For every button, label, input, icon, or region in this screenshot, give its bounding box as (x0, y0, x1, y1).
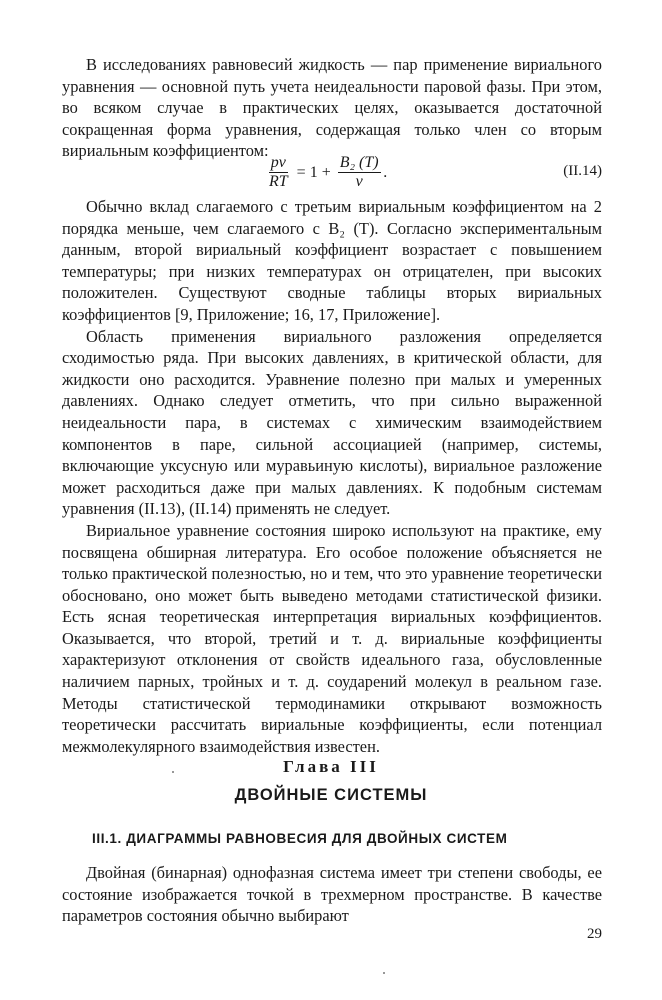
page-number: 29 (587, 926, 602, 942)
equation-body (264, 154, 388, 191)
formula-block (62, 150, 602, 196)
paragraph-virial-practice: Вириальное уравнение состояния широко используют на практике, ему посвящена обширная литература. Его особое положение объясняется не только практической полезностью, но и тем, что это уравнение теоретически обосновано, оно может быть выведено методами статистической физики. Есть ясная теоретическая интерпретация вириальных коэффициентов. Оказывается, что второй, третий и т. д. вириальные коэффициенты характеризуют отклонения от свойств идеального газа, обусловленные наличием парных, тройных и т. д. соударений молекул в реальном газе. Методы статистической термодинамики открывают возможность теоретически рассчитать вириальные коэффициенты, если потенциал межмолекулярного взаимодействия известен. (62, 520, 602, 756)
fraction-rhs (338, 154, 381, 191)
intro-text-block (62, 54, 602, 162)
lhs-numerator: pv (270, 154, 286, 171)
equals-one-plus: = 1 + (296, 163, 331, 181)
section-text-block (62, 862, 602, 927)
paragraph-third-coefficient: Обычно вклад слагаемого с третьим вириальным коэффициентом на 2 порядка меньше, чем слагаемого с B₂ (T). Согласно экспериментальным данным, второй вириальный коэффициент возрастает с повышением температуры; при низких температурах он отрицателен, при высоких положителен. Существуют сводные таблицы вторых вириальных коэффициентов [9, Приложение; 16, 17, Приложение]. (62, 197, 602, 324)
equation-number: (II.14) (563, 163, 602, 179)
paragraph-binary-system: Двойная (бинарная) однофазная система имеет три степени свободы, ее состояние изображается точкой в трехмерном пространстве. В качестве параметров состояния обычно выбирают (62, 863, 602, 926)
section-heading: III.1. ДИАГРАММЫ РАВНОВЕСИЯ ДЛЯ ДВОЙНЫХ СИСТЕМ (92, 831, 508, 846)
speck (383, 972, 385, 974)
paragraph-virial-intro: В исследованиях равновесий жидкость — пар применение вириального уравнения — основной путь учета неидеальности паровой фазы. При этом, во всяком случае в практических целях, оказывается достаточной сокращенная форма уравнения, содержащая только член со вторым вириальным коэффициентом: (62, 55, 602, 161)
equation-period: . (383, 163, 388, 181)
chapter-label: Глава III (283, 757, 379, 776)
equation-ii-14 (62, 150, 602, 196)
fraction-lhs (267, 154, 290, 191)
main-text-block (62, 196, 602, 757)
chapter-title: ДВОЙНЫЕ СИСТЕМЫ (234, 786, 428, 804)
lhs-denominator: RT (269, 173, 288, 190)
rhs-denominator: v (355, 173, 363, 190)
rhs-numerator: B₂ (T) (339, 154, 379, 171)
paragraph-convergence: Область применения вириального разложения определяется сходимостью ряда. При высоких давлениях, в критической области, для жидкости оно расходится. Уравнение полезно при малых и умеренных давлениях. Однако следует отметить, что при сильно выраженной неидеальности пара, в системах с химическим взаимодействием компонентов в паре, сильной ассоциацией (например, системы, включающие уксусную или муравьиную кислоты), вириальное разложение может расходиться даже при малых давлениях. К подобным системам уравнения (II.13), (II.14) применять не следует. (62, 326, 602, 519)
